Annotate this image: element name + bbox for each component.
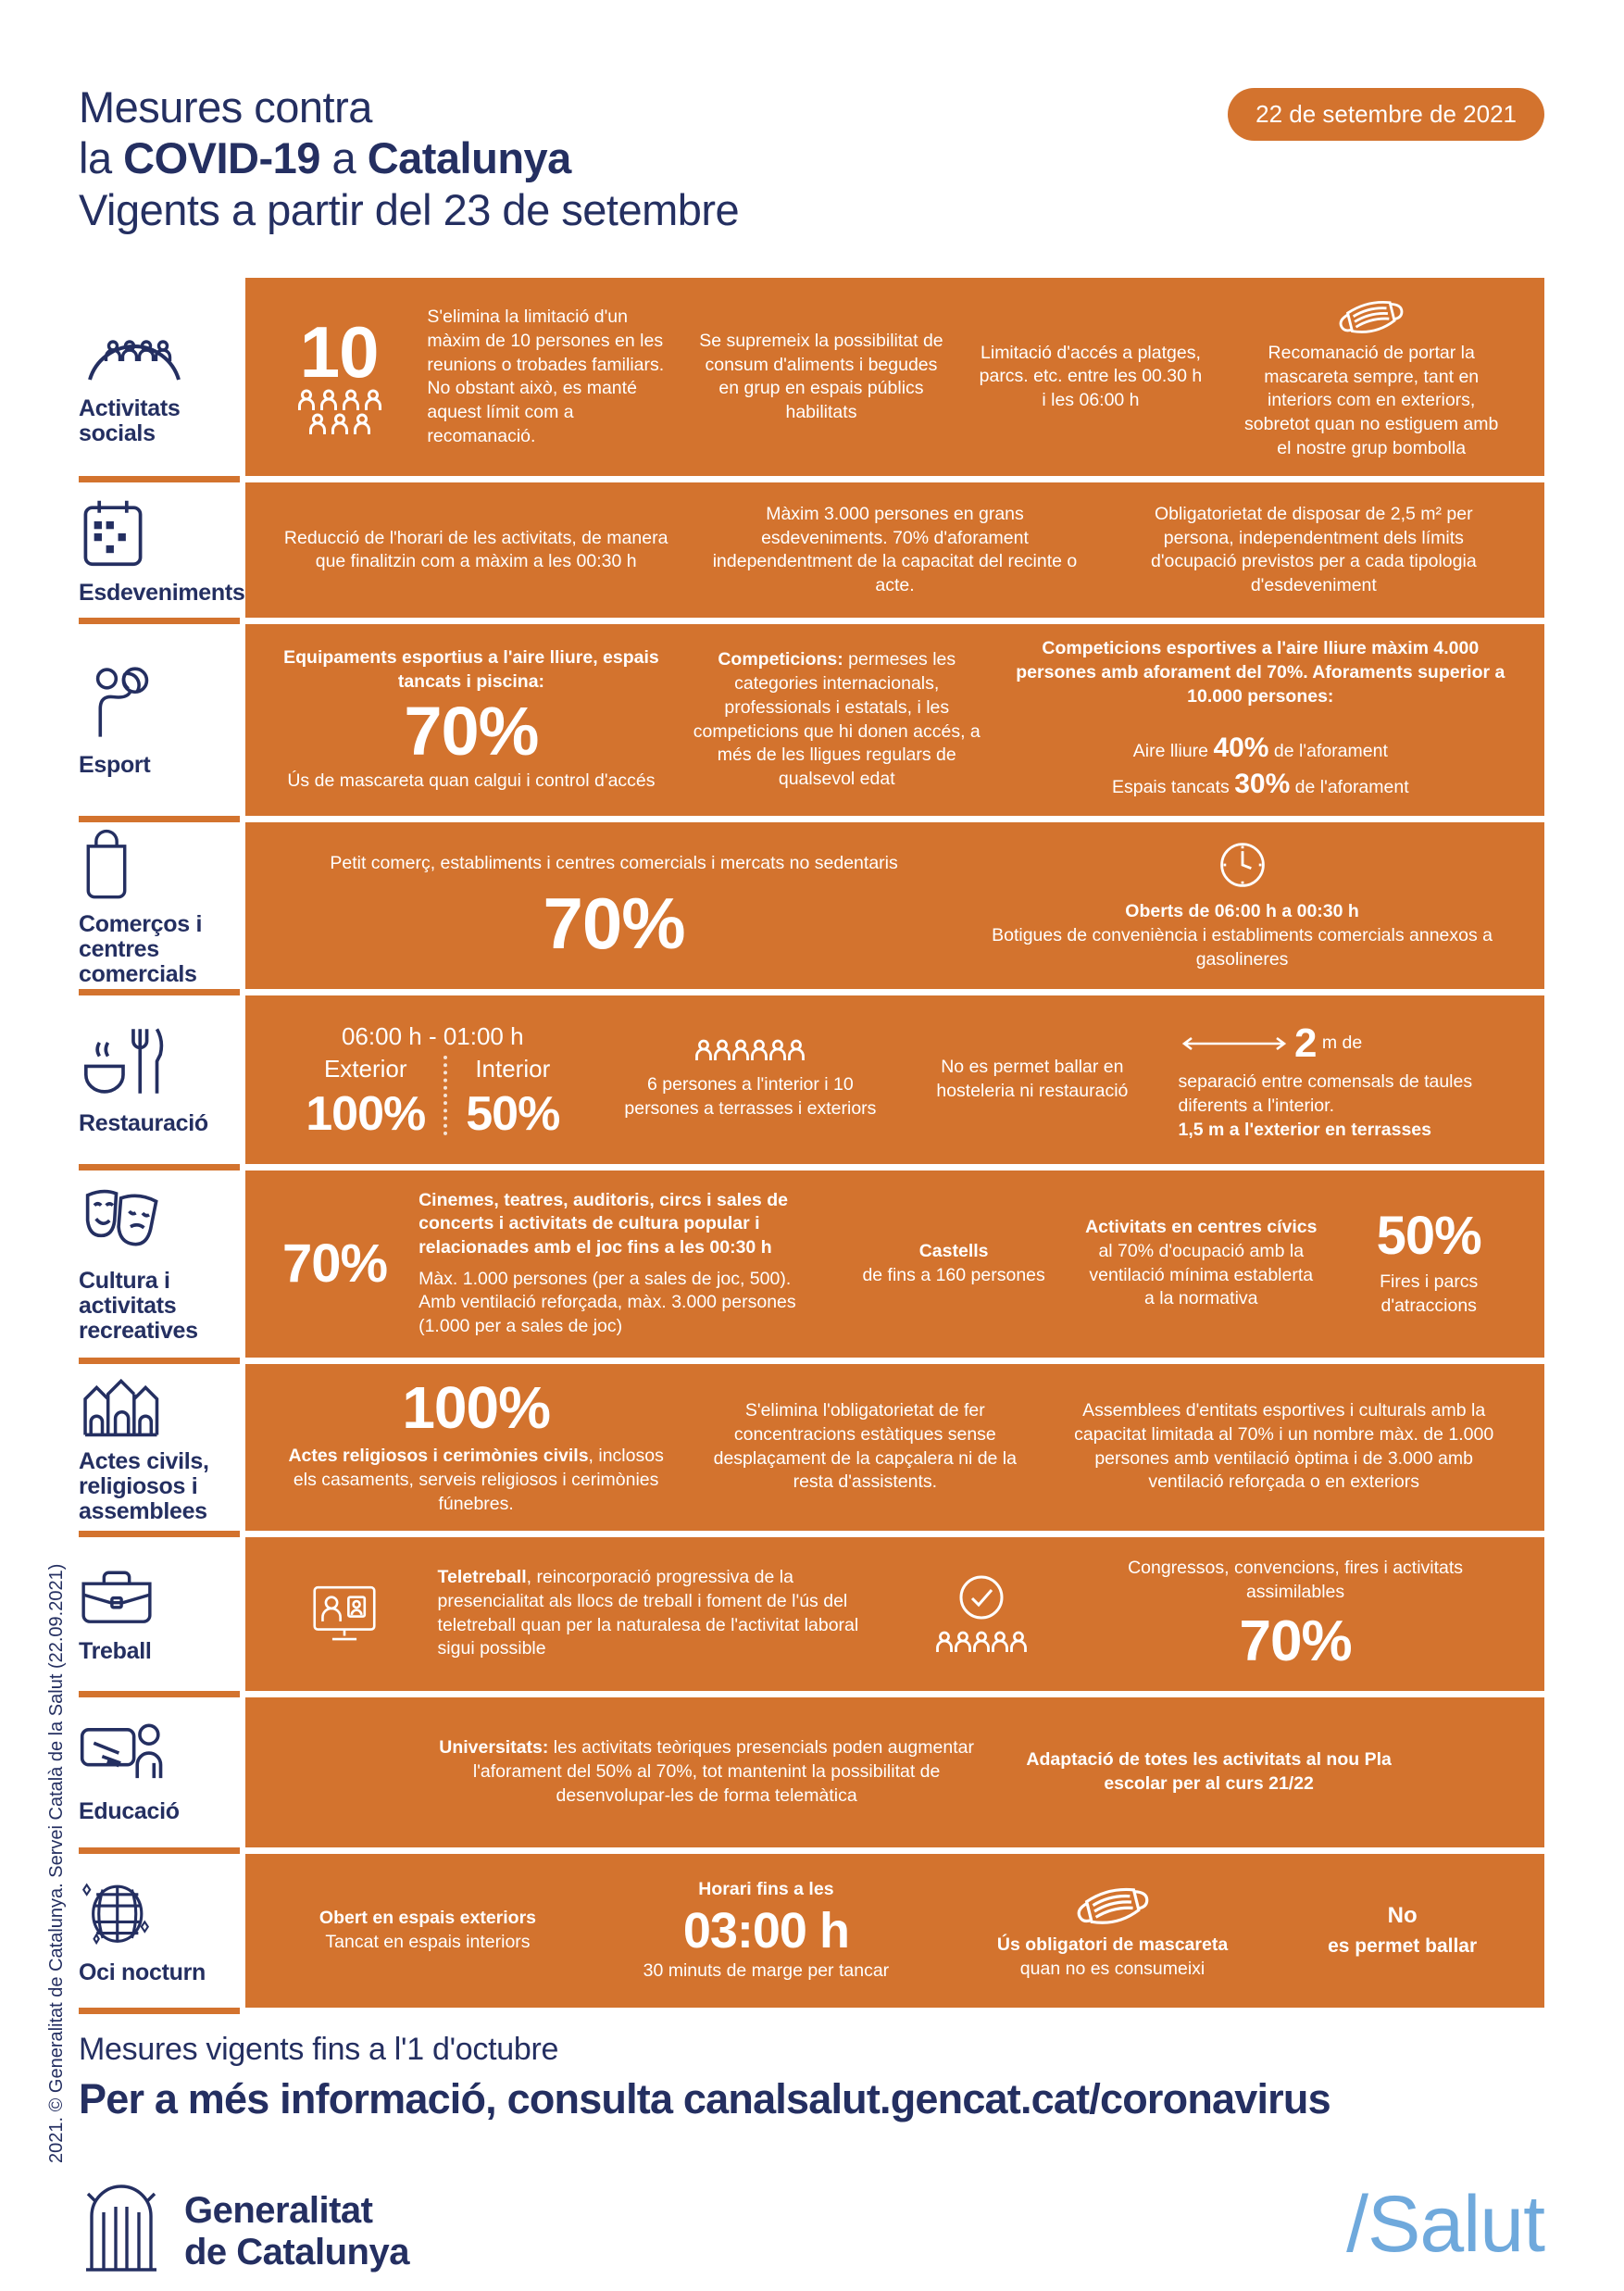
row-educacio	[79, 1697, 1544, 1847]
more-info-line: Per a més informació, consulta canalsalut.gencat.cat/coronavirus	[79, 2074, 1330, 2122]
measure-text: Fires i parcs d'atraccions	[1380, 1271, 1479, 1316]
interior-label: Interior	[475, 1054, 551, 1083]
mask-icon	[1331, 294, 1411, 342]
mask-icon	[1068, 1880, 1157, 1934]
theater-masks-icon	[79, 1183, 164, 1258]
disco-globe-icon	[79, 1875, 153, 1949]
measure-text: separació entre comensals de taules diferents a l'interior.	[1178, 1071, 1473, 1116]
measures-rows	[79, 278, 1544, 2007]
monitor-person-icon	[309, 1583, 380, 1646]
measure-heading: Cinemes, teatres, auditoris, circs i sales de concerts i activitats de cultura popular i relacionades amb el joc fins a les 00:30 h	[418, 1189, 788, 1258]
row-label: Actes civils, religiosos i assemblees	[79, 1448, 209, 1525]
measure-text: Ús de mascareta quan calgui i control d'accés	[287, 770, 656, 792]
row-oci-nocturn: Oci nocturn Obert en espais exteriors Tancat en espais interiors Horari fins a les 03:00 h 30 minuts de marge per tancar Ús obligatori de mascareta quan no es consumeixi No es permet ballar	[79, 1854, 1544, 2008]
row-restauracio: Restauració 06:00 h - 01:00 h Exterior 100% Interior 50% 6 persones a l'interior i 10 persones a terrasses i exteriors No es permet ballar en hosteleria ni restauració 2 m de separació entre comensals de taules diferents a l'interior. 1,5 m a l'exterior en terrasses	[79, 995, 1544, 1164]
measure-text: Universitats: les activitats teòriques presencials poden augmentar l'aforament del 50% al 70%, tot mantenint la possibilitat de desenvolupar-les de forma telemàtica	[439, 1737, 974, 1806]
row-label: Esdeveniments	[79, 579, 245, 606]
people-arc-icon	[79, 307, 190, 385]
people-group-icon	[296, 388, 381, 438]
row-activitats-socials	[79, 278, 1544, 476]
measure-text: quan no es consumeixi	[1019, 1958, 1206, 1979]
row-label: Cultura i activitats recreatives	[79, 1268, 198, 1345]
measure-text: Competicions: permeses les categories internacionals, professionals i estatals, i les competicions que hi donen accés, a més de les lligues regulars de qualsevol edat	[693, 649, 981, 790]
footer	[79, 2032, 1544, 2273]
closing-time: 03:00 h	[682, 1902, 849, 1959]
person-ball-icon	[79, 662, 158, 742]
salut-logo: /Salut	[1346, 2179, 1544, 2269]
measure-text: Assemblees d'entitats esportives i culturals amb la capacitat limitada al 70% i un nombre màx. de 1.000 persones amb ventilació òptima i de 3.000 amb ventilació reforçada o en exteriors	[1074, 1400, 1494, 1493]
measure-text: Màx. 1.000 persones (per a sales de joc, 500). Amb ventilació reforçada, màx. 3.000 persones (1.000 per a sales de joc)	[418, 1268, 796, 1337]
row-esport	[79, 624, 1544, 815]
measure-text: Botigues de conveniència i establiments comercials annexos a gasolineres	[992, 924, 1493, 970]
measure-heading: Ús obligatori de mascareta	[996, 1934, 1229, 1956]
measure-text: S'elimina la limitació d'un màxim de 10 persones en les reunions o trobades familiars. No obstant això, es manté aquest límit com a recomanació.	[427, 307, 665, 446]
row-label: Restauració	[79, 1110, 208, 1137]
measure-text: Màxim 3.000 persones en grans esdeveniments. 70% d'aforament independentment de la capacitat del recinte o acte.	[712, 503, 1078, 596]
exterior-label: Exterior	[323, 1054, 407, 1083]
food-icon	[79, 1022, 168, 1100]
measure-text: Reducció de l'horari de les activitats, de manera que finalitzin com a màxim a les 00:30 h	[283, 527, 668, 572]
check-circle-icon	[956, 1572, 1006, 1622]
capacity-value: 70%	[404, 693, 539, 770]
measure-heading: Oberts de 06:00 h a 00:30 h	[1125, 901, 1359, 922]
measure-text: Teletreball, reincorporació progressiva de la presencialitat als llocs de treball i foment de l'ús del teletreball quan per la naturalesa de l'activitat laboral sigui possible	[437, 1567, 859, 1659]
dotted-divider	[443, 1056, 447, 1135]
measure-heading: Competicions esportives a l'aire lliure màxim 4.000 persones amb aforament del 70%. Aforaments superior a 10.000 persones:	[1016, 638, 1505, 707]
arrow-left-right-icon	[1179, 1036, 1290, 1051]
measure-heading: Equipaments esportius a l'aire lliure, espais tancats i piscina:	[283, 646, 659, 692]
row-comercos	[79, 822, 1544, 989]
copyright-vertical-text: 2021. © Generalitat de Catalunya. Servei Català de la Salut (22.09.2021)	[46, 1563, 67, 2163]
row-label: Oci nocturn	[79, 1959, 206, 1986]
people-group-icon	[693, 1038, 806, 1064]
measure-heading: 1,5 m a l'exterior en terrasses	[1178, 1119, 1431, 1140]
measure-text: Limitació d'accés a platges, parcs. etc. entre les 00.30 h i les 06:00 h	[979, 342, 1203, 411]
row-cultura: Cultura i activitats recreatives 70% Cinemes, teatres, auditoris, circs i sales de concerts i activitats de cultura popular i relacionades amb el joc fins a les 00:30 h Màx. 1.000 persones (per a sales de joc, 500). Amb ventilació reforçada, màx. 3.000 persones (1.000 per a sales de joc) Castells de fins a 160 persones Activitats en centres cívics al 70% d'ocupació amb la ventilació mínima establerta a la normativa 50% Fires i parcs d'atraccions	[79, 1171, 1544, 1358]
measure-text: Obligatorietat de disposar de 2,5 m² per persona, independentment dels límits d'ocupació previstos per a cada tipologia d'esdeveniment	[1150, 503, 1477, 596]
row-esdeveniments	[79, 482, 1544, 618]
measure-text: 30 minuts de marge per tancar	[643, 1959, 890, 1981]
measure-text: Petit comerç, establiments i centres comercials i mercats no sedentaris	[330, 852, 898, 873]
people-group-icon	[934, 1630, 1029, 1656]
brand-name: Generalitat de Catalunya	[184, 2189, 409, 2272]
generalitat-logo	[79, 2185, 164, 2273]
distance-value: 2	[1293, 1020, 1318, 1067]
row-label: Educació	[79, 1798, 180, 1825]
row-actes-civils	[79, 1364, 1544, 1531]
measure-text: de fins a 160 persones	[862, 1264, 1045, 1285]
row-label: Activitats socials	[79, 395, 181, 447]
capacity-value: 70%	[1239, 1609, 1352, 1674]
row-treball	[79, 1537, 1544, 1691]
exterior-capacity: 100%	[306, 1087, 426, 1142]
capacity-value: 70%	[282, 1233, 388, 1294]
measure-heading: Obert en espais exteriors	[319, 1908, 537, 1929]
shopping-bag-icon	[79, 823, 134, 901]
measure-text: Actes religiosos i cerimònies civils, inclosos els casaments, serveis religiosos i cerimònies fúnebres.	[288, 1446, 664, 1514]
row-label: Comerços i centres comercials	[79, 911, 203, 988]
measure-text: Congressos, convencions, fires i activitats assimilables	[1128, 1558, 1464, 1602]
measure-text: Tancat en espais interiors	[325, 1931, 531, 1952]
teacher-board-icon	[79, 1720, 166, 1788]
measure-text: Aire lliure 40% de l'aforament Espais tancats 30% de l'aforament	[1111, 732, 1409, 800]
clock-icon	[1217, 839, 1268, 891]
capacity-value: 70%	[543, 882, 685, 964]
briefcase-icon	[79, 1563, 155, 1628]
limit-number: 10	[299, 311, 379, 394]
row-label: Treball	[79, 1638, 152, 1665]
measure-text: 6 persones a l'interior i 10 persones a terrasses i exteriors	[624, 1074, 877, 1119]
measure-heading: Adaptació de totes les activitats al nou Pla escolar per al curs 21/22	[1026, 1749, 1392, 1794]
measure-heading: Horari fins a les	[698, 1879, 834, 1900]
validity-note: Mesures vigents fins a l'1 d'octubre	[79, 2031, 559, 2067]
hours-range: 06:00 h - 01:00 h	[341, 1022, 524, 1051]
calendar-icon	[79, 495, 147, 570]
row-label: Esport	[79, 752, 151, 779]
interior-capacity: 50%	[466, 1087, 560, 1142]
page-title: Mesures contra la COVID-19 a Catalunya Vigents a partir del 23 de setembre	[79, 82, 740, 234]
measure-text: Recomanació de portar la mascareta sempre, tant en interiors com en exteriors, sobretot quan no estiguem amb el nostre grup bombolla	[1244, 343, 1499, 458]
measure-text: No es permet ballar en hosteleria ni restauració	[936, 1057, 1129, 1101]
capacity-value: 100%	[402, 1374, 550, 1442]
church-icon	[79, 1370, 160, 1438]
date-badge: 22 de setembre de 2021	[1228, 88, 1544, 141]
measure-text: Activitats en centres cívics al 70% d'ocupació amb la ventilació mínima establerta a la normativa	[1085, 1217, 1318, 1309]
measure-text: Se supremeix la possibilitat de consum d'aliments i begudes en grup en espais públics habilitats	[699, 330, 943, 423]
measure-text: S'elimina l'obligatorietat de fer concentracions estàtiques sense desplaçament de la capçalera ni de la resta d'assistents.	[713, 1400, 1017, 1493]
capacity-value: 50%	[1376, 1206, 1481, 1267]
